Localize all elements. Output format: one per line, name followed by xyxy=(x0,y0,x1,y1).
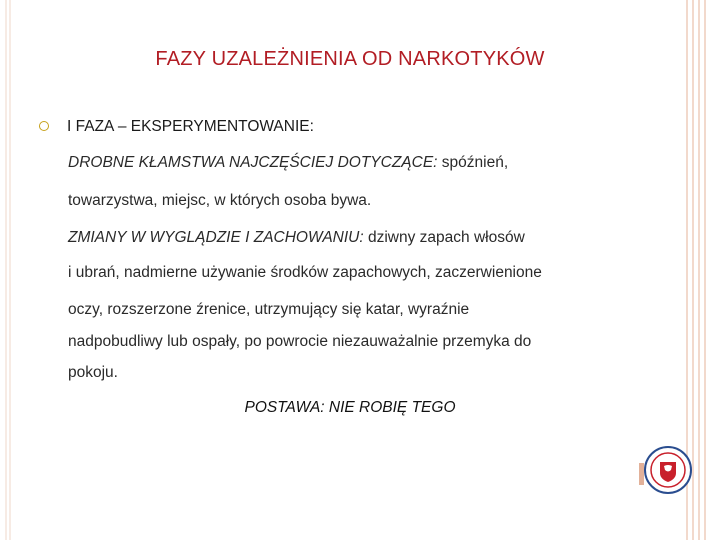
body-line xyxy=(68,333,531,351)
body-line-text: spóźnień, xyxy=(437,154,509,171)
circle-bullet-icon xyxy=(39,121,49,131)
slide-title: FAZY UZALEŻNIENIA OD NARKOTYKÓW xyxy=(155,48,545,70)
body-line-text: pokoju. xyxy=(68,364,118,381)
body-line xyxy=(68,229,525,247)
attitude-footer: POSTAWA: NIE ROBIĘ TEGO xyxy=(244,399,456,416)
body-line xyxy=(68,364,118,382)
body-line xyxy=(68,264,542,282)
body-line xyxy=(68,301,469,319)
body-line-emphasis: ZMIANY W WYGLĄDZIE I ZACHOWANIU: xyxy=(68,229,364,246)
police-emblem-logo xyxy=(644,446,692,494)
body-line xyxy=(68,154,508,172)
body-line-emphasis: DROBNE KŁAMSTWA NAJCZĘŚCIEJ DOTYCZĄCE: xyxy=(68,154,438,171)
phase-heading: I FAZA – EKSPERYMENTOWANIE: xyxy=(67,118,314,135)
body-line-text: oczy, rozszerzone źrenice, utrzymujący się katar, wyraźnie xyxy=(68,301,470,318)
body-line-text: dziwny zapach włosów xyxy=(363,229,525,246)
body-line-text: i ubrań, nadmierne używanie środków zapachowych, zaczerwienione xyxy=(68,264,542,281)
body-line-text: nadpobudliwy lub ospały, po powrocie niezauważalnie przemyka do xyxy=(68,333,532,350)
body-line-text: towarzystwa, miejsc, w których osoba bywa. xyxy=(68,192,372,209)
body-line xyxy=(68,192,371,210)
